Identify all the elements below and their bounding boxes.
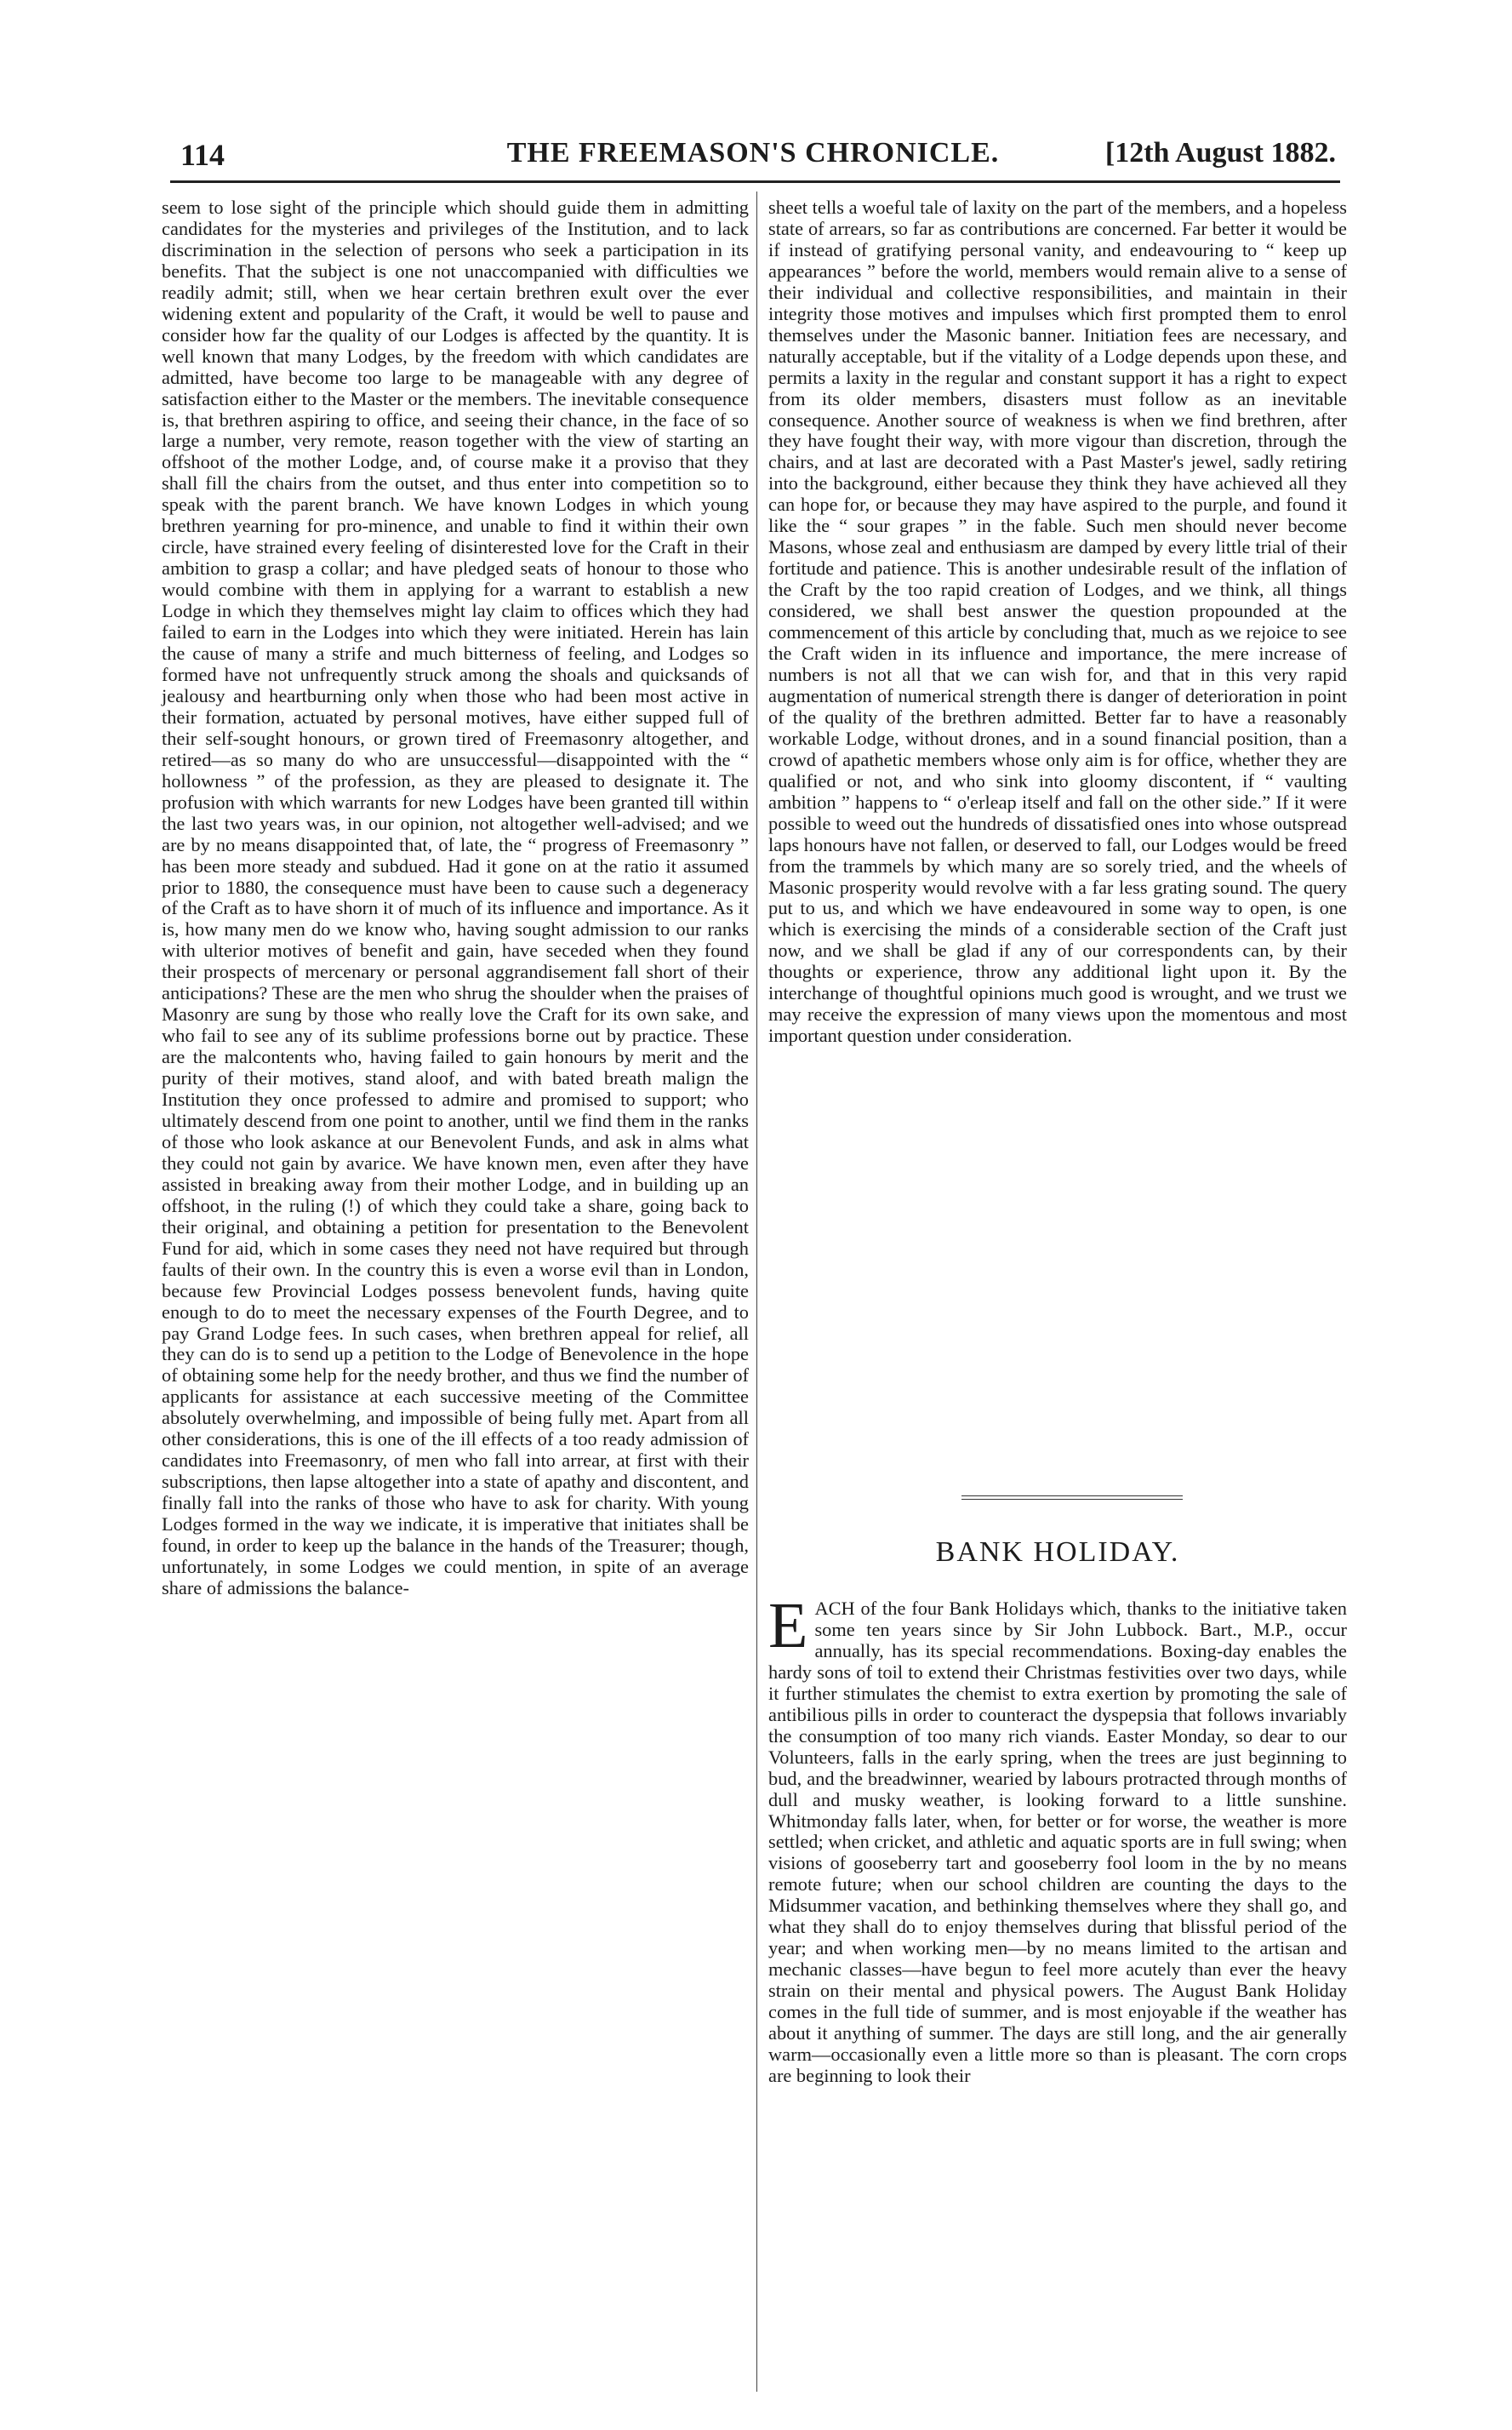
drop-cap: E (768, 1590, 808, 1661)
bank-holiday-article (768, 1590, 1347, 2087)
page-number: 114 (180, 138, 225, 172)
issue-date: [12th August 1882. (1104, 137, 1336, 169)
article-right-column (768, 197, 1347, 1047)
section-divider-bottom (961, 1499, 1183, 1500)
article-text-right: sheet tells a woeful tale of laxity on the part of the members, and a hopeless state of arrears, so far as contributions are concerned. Far better it would be if instead of gratifying personal vanity, and endeavouring to “ keep up appearances ” before the world, members would remain alive to a sense of their individual and collective responsibilities, and maintain in their integrity those motives and impulses which first prompted them to enrol themselves under the Masonic banner. Initiation fees are necessary, and naturally acceptable, but if the vitality of a Lodge depends upon these, and permits a laxity in the regular and constant support it has a right to expect from its older members, disasters must follow as an inevitable consequence. Another source of weakness is when we find brethren, after they have fought their way, with more vigour than discretion, through the chairs, and at last are decorated with a Past Master's jewel, sadly retiring into the background, either because they think they have achieved all they can hope for, or because they may have aspired to the purple, and found it like the “ sour grapes ” in the fable. Such men should never become Masons, whose zeal and enthusiasm are damped by every little trial of their fortitude and patience. This is another undesirable result of the inflation of the Craft by the too rapid creation of Lodges, and we think, all things considered, we shall best answer the question propounded at the commencement of this article by concluding that, much as we rejoice to see the Craft widen in its influence and importance, the mere increase of numbers is not all that we can wish for, and that in this very rapid augmentation of numerical strength there is danger of deterioration in point of the quality of the brethren admitted. Better far to have a reasonably workable Lodge, without drones, and in a sound financial position, than a crowd of apathetic members whose only aim is for office, whether they are qualified or not, and who sink into gloomy discontent, if “ vaulting ambition ” happens to “ o'erleap itself and fall on the other side.” If it were possible to weed out the hundreds of dissatisfied ones into whose outspread laps honours have not fallen, or deserved to fall, our Lodges would be freed from the trammels by which many are so sorely tried, and the wheels of Masonic prosperity would revolve with a far less grating sound. The query put to us, and which we have endeavoured in some way to open, is one which is exercising the minds of a considerable section of the Craft just now, and we shall be glad if any of our correspondents can, by their thoughts or experience, throw any additional light upon it. By the interchange of thoughtful opinions much good is wrought, and we trust we may receive the expression of many views upon the momentous and most important question under consideration. (768, 197, 1347, 1047)
page-header (162, 132, 1344, 181)
bank-holiday-paragraph (768, 1590, 1347, 2087)
column-divider (756, 192, 757, 2392)
article-left-column (162, 197, 749, 1599)
section-divider-top (961, 1495, 1183, 1496)
bank-holiday-text: ACH of the four Bank Holidays which, thanks to the initiative taken some ten years since by Sir John Lubbock. Bart., M.P., occur annually, has its special recommendations. Boxing-day enables the hardy sons of toil to extend their Christmas festivities over two days, while it further stimulates the chemist to extra exertion by promoting the sale of antibilious pills in order to counteract the dyspepsia that follows invariably the consumption of too many rich viands. Easter Monday, so dear to our Volunteers, falls in the early spring, when the trees are just beginning to bud, and the breadwinner, wearied by labours protracted through months of dull and musky weather, is looking forward to a little sunshine. Whitmonday falls later, when, for better or for worse, the weather is more settled; when cricket, and athletic and aquatic sports are in full swing; when visions of gooseberry tart and gooseberry fool loom in the by no means remote future; when our school children are counting the days to the Midsummer vacation, and bethinking themselves where they shall go, and what they shall do to enjoy themselves during that blissful period of the year; and when working men—by no means limited to the artisan and mechanic classes—have begun to feel more acutely than ever the heavy strain on their mental and physical powers. The August Bank Holiday comes in the full tide of summer, and is most enjoyable if the weather has about it anything of summer. The days are still long, and the air generally warm—occasionally even a little more so than is pleasant. The corn crops are beginning to look their (768, 1598, 1347, 2086)
header-rule (170, 180, 1340, 183)
newspaper-title: THE FREEMASON'S CHRONICLE. (506, 137, 1000, 169)
article-text-left: seem to lose sight of the principle which should guide them in admitting candidates for the mysteries and privileges of the Institution, and to lack discrimination in the selection of persons who seek a participation in its benefits. That the subject is one not unaccompanied with difficulties we readily admit; still, when we hear certain brethren exult over the ever widening extent and popularity of the Craft, it would be well to pause and consider how far the quality of our Lodges is affected by the quantity. It is well known that many Lodges, by the freedom with which candidates are admitted, have become too large to be manageable with any degree of satisfaction either to the Master or the members. The inevitable consequence is, that brethren aspiring to office, and seeing their chance, in the face of so large a number, very remote, reason together with the view of starting an offshoot of the mother Lodge, and, of course make it a proviso that they shall fill the chairs from the outset, and thus enter into competition so to speak with the parent branch. We have known Lodges in which young brethren yearning for pro-minence, and unable to find it within their own circle, have strained every feeling of disinterested love for the Craft in their ambition to grasp a collar; and have pledged seats of honour to those who would combine with them in applying for a warrant to establish a new Lodge in which they themselves might lay claim to offices which they had failed to earn in the Lodges into which they were initiated. Herein has lain the cause of many a strife and much bitterness of feeling, and Lodges so formed have not unfrequently struck among the shoals and quicksands of jealousy and heartburning only when those who had been most active in their formation, actuated by personal motives, have either supped full of their self-sought honours, or grown tired of Freemasonry altogether, and retired—as so many do who are unsuccessful—disappointed with the “ hollowness ” of the profession, as they are pleased to designate it. The profusion with which warrants for new Lodges have been granted till within the last two years was, in our opinion, not altogether well-advised; and we are by no means disappointed that, of late, the “ progress of Freemasonry ” has been more steady and subdued. Had it gone on at the ratio it assumed prior to 1880, the consequence must have been to cause such a degeneracy of the Craft as to have shorn it of much of its influence and importance. As it is, how many men do we know who, having sought admission to our ranks with ulterior motives of benefit and gain, have seceded when they found their prospects of mercenary or personal aggrandisement fall short of their anticipations? These are the men who shrug the shoulder when the praises of Masonry are sung by those who really love the Craft for its own sake, and who fail to see any of its sublime professions borne out by practice. These are the malcontents who, having failed to gain honours by merit and the purity of their motives, stand aloof, and with bated breath malign the Institution they once professed to admire and promised to support; who ultimately descend from one point to another, until we find them in the ranks of those who look askance at our Benevolent Funds, and ask in alms what they could not gain by avarice. We have known men, even after they have assisted in breaking away from their mother Lodge, and in building up an offshoot, in the ruling (!) of which they could take a share, going back to their original, and obtaining a petition for presentation to the Benevolent Fund for aid, which in some cases they need not have required but through faults of their own. In the country this is even a worse evil than in London, because few Provincial Lodges possess benevolent funds, having quite enough to do to meet the necessary expenses of the Fourth Degree, and to pay Grand Lodge fees. In such cases, when brethren appeal for relief, all they can do is to send up a petition to the Lodge of Benevolence in the hope of obtaining some help for the needy brother, and thus we find the number of applicants for assistance at each successive meeting of the Committee absolutely overwhelming, and impossible of being fully met. Apart from all other considerations, this is one of the ill effects of a too ready admission of candidates into Freemasonry, of men who fall into arrear, at first with their subscriptions, then lapse altogether into a state of apathy and discontent, and finally fall into the ranks of those who have to ask for charity. With young Lodges formed in the way we indicate, it is imperative that initiates shall be found, in order to keep up the balance in the hands of the Treasurer; though, unfortunately, in some Lodges we could mention, in spite of an average share of admissions the balance- (162, 197, 749, 1598)
bank-holiday-heading: BANK HOLIDAY. (935, 1536, 1180, 1568)
